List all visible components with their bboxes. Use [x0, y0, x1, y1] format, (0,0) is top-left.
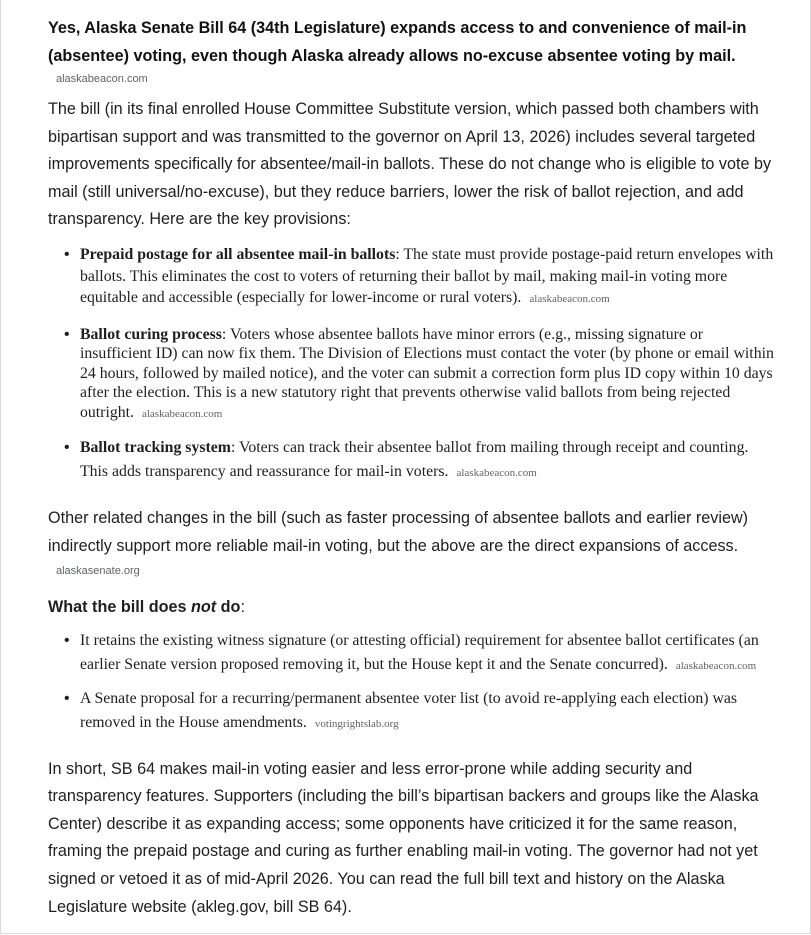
provisions-list — [48, 244, 776, 483]
source-citation-link[interactable]: alaskabeacon.com — [456, 466, 537, 479]
intro-paragraph: The bill (in its final enrolled House Committee Substitute version, which passed both chambers with bipartisan support and was transmitted to the governor on April 13, 2026) includes several targeted improvements specifically for absentee/mail-in ballots. These do not change who is eligible to vote by mail (still universal/no-excuse), but they reduce barriers, lower the risk of ballot rejection, and add transparency. Here are the key provisions: — [48, 100, 772, 229]
list-item — [48, 436, 776, 483]
provision-title: Ballot curing process — [80, 325, 222, 343]
not-do-after: do — [216, 597, 241, 616]
not-do-emphasis: not — [191, 597, 217, 616]
not-do-heading — [48, 595, 776, 619]
bullet-icon: • — [64, 245, 70, 263]
provision-text: : Voters can track their absentee ballot from mailing through receipt and counting. This adds transparency and reassurance for mail-in voters. — [80, 439, 749, 480]
source-citation-link[interactable]: alaskabeacon.com — [529, 293, 610, 306]
provision-text: : The state must provide postage-paid return envelopes with ballots. This eliminates the cost to voters of returning their ballot by mail, making mail-in voting more equitable and accessible (especially for lower-income or rural voters). — [80, 245, 774, 307]
bullet-icon: • — [64, 439, 70, 457]
not-do-text: It retains the existing witness signature (or attesting official) requirement for absentee ballot certificates (an earlier Senate version proposed removing it, but the House kept it and the Senate concurred). — [80, 631, 759, 674]
source-citation-link[interactable]: votingrightslab.org — [314, 718, 399, 731]
source-citation-link[interactable]: alaskasenate.org — [56, 564, 140, 577]
summary-paragraph: In short, SB 64 makes mail-in voting easier and less error-prone while adding security and transparency features. Supporters (including the bill’s bipartisan backers and groups like the Alaska Center) describe it as expanding access; some opponents have criticized it for the same reason, framing the prepaid postage and curing as further enabling mail-in voting. The governor had not yet signed or vetoed it as of mid-April 2026. You can read the full bill text and history on the Alaska Legislature website (akleg.gov, bill SB 64). — [48, 759, 759, 916]
provision-title: Ballot tracking system — [80, 439, 231, 457]
other-changes-paragraph: Other related changes in the bill (such as faster processing of absentee ballots and earlier review) indirectly support more reliable mail-in voting, but the above are the direct expansions of access. — [48, 509, 749, 556]
list-item — [48, 325, 776, 423]
bullet-icon: • — [64, 325, 70, 343]
list-item — [48, 687, 776, 736]
source-citation-link[interactable]: alaskabeacon.com — [675, 660, 757, 673]
list-item — [48, 629, 776, 678]
source-citation-link[interactable]: alaskabeacon.com — [141, 407, 223, 420]
provision-title: Prepaid postage for all absentee mail-in ballots — [80, 245, 396, 263]
not-do-heading-strong — [48, 598, 240, 616]
answer-content — [48, 14, 776, 921]
answer-heading: Yes, Alaska Senate Bill 64 (34th Legislature) expands access to and convenience of mail-in (absentee) voting, even though Alaska already allows no-excuse absentee voting by mail. — [48, 19, 747, 65]
not-do-colon: : — [240, 597, 245, 616]
bullet-icon: • — [64, 631, 70, 649]
list-item — [48, 244, 776, 309]
source-citation-link[interactable]: alaskabeacon.com — [56, 73, 148, 85]
provision-text: : Voters whose absentee ballots have minor errors (e.g., missing signature or insufficient ID) can now fix them. The Division of Elections must contact the voter (by phone or email within 24 hours, followed by mailed notice), and the voter can submit a correction form plus ID copy within 10 days after the election. This is a new statutory right that prevents otherwise valid ballots from being rejected outright. — [80, 325, 774, 421]
not-do-list — [48, 629, 776, 736]
not-do-before: What the bill does — [48, 597, 191, 616]
not-do-text: A Senate proposal for a recurring/permanent absentee voter list (to avoid re-applying each election) was removed in the House amendments. — [80, 689, 738, 732]
bullet-icon: • — [64, 689, 70, 707]
